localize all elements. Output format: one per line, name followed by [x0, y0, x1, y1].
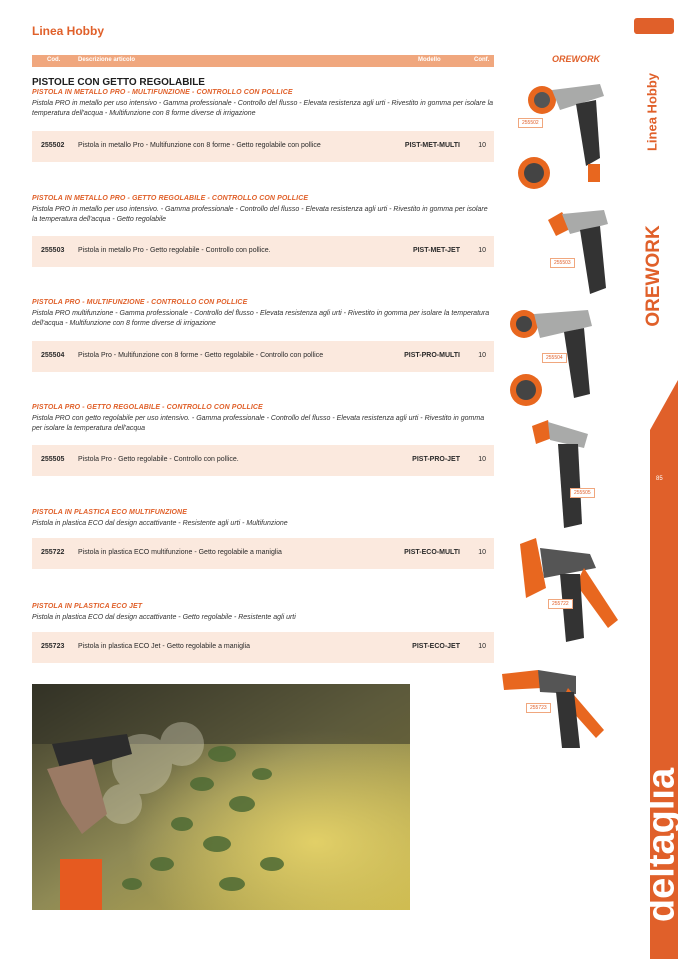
product-row — [32, 538, 494, 569]
product-text: Pistola in metallo Pro - Multifunzione con 8 forme - Getto regolabile con pollice — [78, 142, 321, 149]
product-description: Pistola in plastica ECO dal design accattivante - Resistente agli urti - Multifunzione — [32, 520, 288, 527]
product-qty: 10 — [478, 247, 486, 254]
product-qty: 10 — [478, 142, 486, 149]
product-model: PIST-PRO-MULTI — [404, 352, 460, 359]
product-text: Pistola in plastica ECO multifunzione - Getto regolabile a maniglia — [78, 549, 282, 556]
image-tag: 255503 — [550, 258, 575, 268]
product-images — [500, 48, 628, 748]
pistol-illustrations — [500, 48, 628, 748]
product-model: PIST-MET-JET — [412, 247, 460, 254]
product-code: 255503 — [41, 247, 65, 254]
sidebar-brand: OREWORK — [643, 225, 664, 327]
product-subtitle: PISTOLA PRO - MULTIFUNZIONE - CONTROLLO CON POLLICE — [32, 299, 248, 306]
bottom-brand: deltaglia — [640, 767, 683, 923]
product-code: 255502 — [41, 142, 65, 149]
product-text: Pistola Pro - Getto regolabile - Controllo con pollice. — [78, 456, 239, 463]
product-subtitle: PISTOLA IN PLASTICA ECO MULTIFUNZIONE — [32, 509, 187, 516]
product-qty: 10 — [478, 549, 486, 556]
orework-logo: OREWORK — [552, 54, 600, 64]
product-row — [32, 632, 494, 663]
product-row — [32, 131, 494, 162]
product-subtitle: PISTOLA IN PLASTICA ECO JET — [32, 603, 143, 610]
product-model: PIST-ECO-JET — [412, 643, 460, 650]
page-title: Linea Hobby — [32, 24, 105, 38]
sidebar-title: Linea Hobby — [644, 72, 660, 152]
header-conf: Conf. — [474, 57, 490, 63]
garden-photo — [32, 684, 410, 910]
product-description: Pistola PRO in metallo per uso intensivo. - Gamma professionale - Controllo del flusso - Elevata resistenza agli urti - Rivestito in gomma per isolare la temperatura dell'acqua - Getto regolabile — [32, 206, 488, 223]
product-description: Pistola PRO in metallo per uso intensivo - Gamma professionale - Controllo del flusso - Elevata resistenza agli urti - Rivestito in gomma per isolare la temperatura dell'acqua - Multifunzione con 8 forme diverse di irrigazione — [32, 100, 494, 117]
product-text: Pistola in metallo Pro - Getto regolabile - Controllo con pollice. — [78, 247, 271, 254]
product-model: PIST-ECO-MULTI — [404, 549, 460, 556]
product-subtitle: PISTOLA PRO - GETTO REGOLABILE - CONTROLLO CON POLLICE — [32, 404, 263, 411]
pistol-255505-image — [532, 420, 588, 528]
product-qty: 10 — [478, 352, 486, 359]
image-tag: 255723 — [526, 703, 551, 713]
product-row — [32, 445, 494, 476]
product-qty: 10 — [478, 643, 486, 650]
sidebar — [630, 0, 683, 959]
image-tag: 255505 — [570, 488, 595, 498]
header-modello: Modello — [418, 57, 441, 63]
image-tag: 255502 — [518, 118, 543, 128]
section-title: PISTOLE CON GETTO REGOLABILE — [32, 77, 205, 88]
product-text: Pistola Pro - Multifunzione con 8 forme - Getto regolabile - Controllo con pollice — [78, 352, 324, 359]
product-code: 255504 — [41, 352, 65, 359]
product-code: 255723 — [41, 643, 65, 650]
product-code: 255505 — [41, 456, 65, 463]
product-model: PIST-MET-MULTI — [404, 142, 460, 149]
table-header — [32, 55, 494, 67]
catalog-icon — [634, 18, 674, 34]
image-tag: 255504 — [542, 353, 567, 363]
product-row — [32, 341, 494, 372]
header-descrizione: Descrizione articolo — [78, 57, 136, 63]
product-subtitle: PISTOLA IN METALLO PRO - GETTO REGOLABILE - CONTROLLO CON POLLICE — [32, 195, 309, 202]
product-qty: 10 — [478, 456, 486, 463]
product-text: Pistola in plastica ECO Jet - Getto regolabile a maniglia — [78, 643, 250, 650]
pistol-255503-image — [548, 210, 608, 294]
product-row — [32, 236, 494, 267]
product-description: Pistola in plastica ECO dal design accattivante - Getto regolabile - Resistente agli urti — [32, 614, 296, 621]
product-code: 255722 — [41, 549, 65, 556]
pistol-255722-image — [520, 538, 618, 642]
product-description: Pistola PRO multifunzione - Gamma professionale - Controllo del flusso - Elevata resistenza agli urti - Rivestito in gomma per isolare la temperatura dell'acqua - Multifunzione con 8 forme diverse di irrigazione — [32, 310, 490, 327]
page-number: 85 — [656, 476, 663, 482]
product-subtitle: PISTOLA IN METALLO PRO - MULTIFUNZIONE - CONTROLLO CON POLLICE — [32, 89, 293, 96]
pistol-255723-image — [502, 670, 604, 748]
pistol-255502-image — [518, 84, 604, 189]
product-description: Pistola PRO con getto regolabile per uso intensivo. - Gamma professionale - Controllo del flusso - Elevata resistenza agli urti - Rivestito in gomma per isolare la temperatura dell'acqua — [32, 415, 485, 432]
product-model: PIST-PRO-JET — [412, 456, 460, 463]
header-cod: Cod. — [47, 57, 61, 63]
image-tag: 255722 — [548, 599, 573, 609]
